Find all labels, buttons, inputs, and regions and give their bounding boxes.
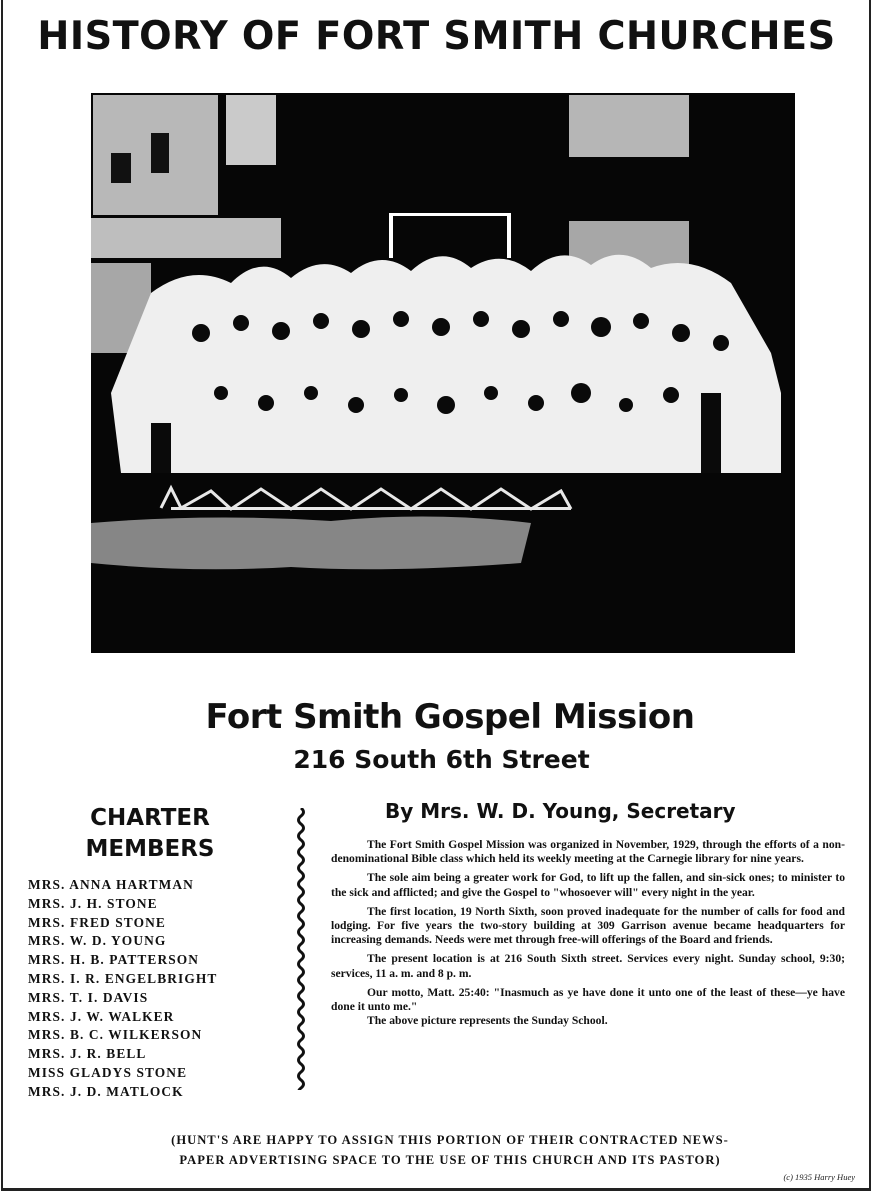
member-item: MRS. H. B. PATTERSON xyxy=(28,952,200,968)
member-item: MRS. J. H. STONE xyxy=(28,895,158,911)
masthead-title: HISTORY OF FORT SMITH CHURCHES xyxy=(37,14,836,59)
notice-line-2: PAPER ADVERTISING SPACE TO THE USE OF THIS CHURCH AND ITS PASTOR) xyxy=(179,1153,721,1167)
member-item: MRS. I. R. ENGELBRIGHT xyxy=(28,970,218,986)
article-paragraph: The first location, 19 North Sixth, soon proved inadequate for the number of calls for food and lodging. For five years the two-story building at 309 Garrison avenue became headquarters for increasing demands. Needs were met through free-will offerings of the Board and friends. xyxy=(331,904,845,947)
member-item: MRS. T. I. DAVIS xyxy=(28,989,149,1005)
wavy-column-divider xyxy=(295,808,307,1090)
member-item: MRS. J. R. BELL xyxy=(28,1046,147,1062)
member-item: MRS. J. D. MATLOCK xyxy=(28,1083,184,1099)
notice-line-1: (HUNT'S ARE HAPPY TO ASSIGN THIS PORTION OF THEIR CONTRACTED NEWS- xyxy=(171,1133,729,1147)
article-byline: By Mrs. W. D. Young, Secretary xyxy=(385,799,736,823)
member-item: MRS. J. W. WALKER xyxy=(28,1008,175,1024)
sunday-school-photo xyxy=(91,93,795,653)
copyright-credit: (c) 1935 Harry Huey xyxy=(783,1172,855,1182)
advertising-notice xyxy=(60,1130,840,1170)
member-item: MRS. W. D. YOUNG xyxy=(28,933,167,949)
charter-members-heading xyxy=(50,803,250,865)
member-item: MRS. ANNA HARTMAN xyxy=(28,877,194,892)
member-item: MRS. B. C. WILKERSON xyxy=(28,1027,203,1043)
article-body xyxy=(331,838,845,1033)
article-paragraph: The above picture represents the Sunday School. xyxy=(367,1014,608,1028)
photo-image xyxy=(91,93,795,653)
church-address: 216 South 6th Street xyxy=(293,745,590,774)
charter-heading-line1: CHARTER xyxy=(90,805,210,831)
article-paragraph: The sole aim being a greater work for God, to lift up the fallen, and sin-sick ones; to minister to the sick and afflicted; and give the Gospel to "whosoever will" every night in the year. xyxy=(331,871,845,899)
member-item: MISS GLADYS STONE xyxy=(28,1064,188,1080)
member-item: MRS. FRED STONE xyxy=(28,914,166,930)
article-paragraph: Our motto, Matt. 25:40: "Inasmuch as ye have done it unto one of the least of these—ye have done it unto me." xyxy=(331,985,845,1014)
charter-heading-line2: MEMBERS xyxy=(85,836,215,862)
article-paragraph: The Fort Smith Gospel Mission was organized in November, 1929, through the efforts of a non-denominational Bible class which held its weekly meeting at the Carnegie library for nine years. xyxy=(331,838,845,866)
church-name: Fort Smith Gospel Mission xyxy=(205,697,695,737)
charter-members-list xyxy=(28,876,217,1102)
article-paragraph: The present location is at 216 South Sixth street. Services every night. Sunday school, 9:30; services, 11 a. m. and 8 p. m. xyxy=(331,952,845,980)
